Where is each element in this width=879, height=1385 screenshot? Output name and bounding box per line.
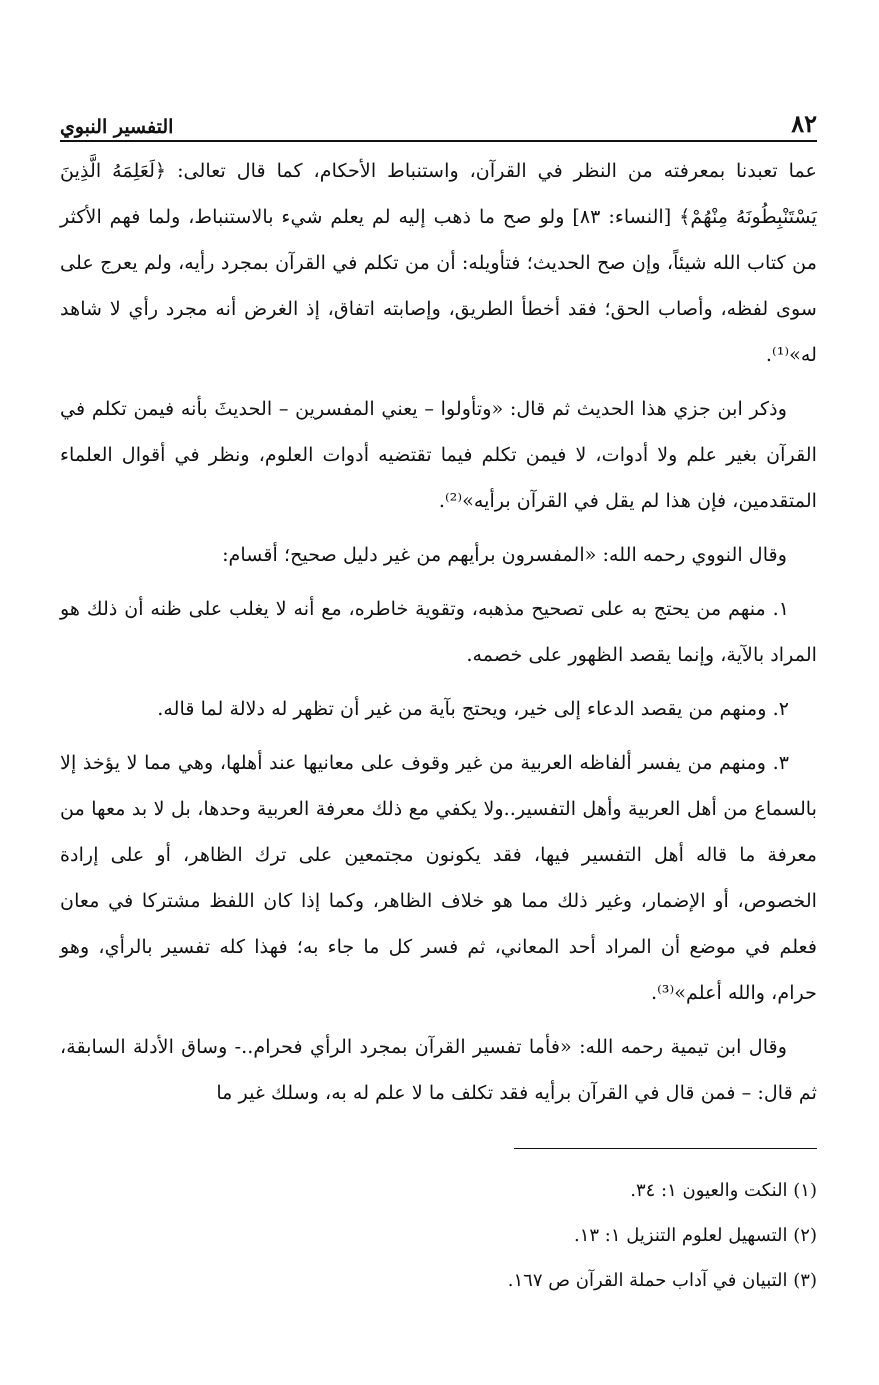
paragraph-ibn-juzay: وذكر ابن جزي هذا الحديث ثم قال: «وتأولوا – يعني المفسرين – الحديثَ بأنه فيمن تكلم في القرآن بغير علم ولا أدوات، لا فيمن تكلم فيما تقتضيه أدوات العلوم، ونظر في أقوال العلماء المتقدمين، فإن هذا لم يقل في القرآن برأيه»⁽²⁾. (60, 397, 817, 512)
footnotes (60, 1168, 817, 1303)
footnote-3: (٣) التبيان في آداب حملة القرآن ص ١٦٧. (507, 1270, 817, 1291)
list-item-1: ١. منهم من يحتج به على تصحيح مذهبه، وتقوية خاطره، مع أنه لا يغلب على ظنه أن ذلك هو المراد بالآية، وإنما يقصد الظهور على خصمه. (60, 597, 817, 666)
footnote-1: (١) النكت والعيون ١: ٣٤. (630, 1180, 817, 1201)
page-number: ٨٢ (791, 109, 817, 138)
paragraph-ibn-taymiyyah: وقال ابن تيمية رحمه الله: «فأما تفسير القرآن بمجرد الرأي فحرام..- وساق الأدلة السابقة، ثم قال: – فمن قال في القرآن برأيه فقد تكلف ما لا علم له به، وسلك غير ما (60, 1035, 817, 1104)
list-item-3: ٣. ومنهم من يفسر ألفاظه العربية من غير وقوف على معانيها عند أهلها، وهي مما لا يؤخذ إلا بالسماع من أهل العربية وأهل التفسير..ولا يكفي مع ذلك معرفة العربية وحدها، بل لا بد معها من معرفة ما قاله أهل التفسير فيها، فقد يكونون مجتمعين على ترك الظاهر، أو على إرادة الخصوص، أو الإضمار، وغير ذلك مما هو خلاف الظاهر، وكما إذا كان اللفظ مشتركا في معان فعلم في موضع أن المراد أحد المعاني، ثم فسر كل ما جاء به؛ فهذا كله تفسير بالرأي، وهو حرام، والله أعلم»⁽³⁾. (60, 751, 817, 1004)
running-title: التفسير النبوي (60, 116, 174, 138)
list-item-2: ٢. ومنهم من يقصد الدعاء إلى خير، ويحتج بآية من غير أن تظهر له دلالة لما قاله. (157, 697, 789, 720)
running-header (60, 104, 817, 142)
paragraph-nawawi-intro: وقال النووي رحمه الله: «المفسرون برأيهم من غير دليل صحيح؛ أقسام: (222, 543, 787, 566)
main-text (60, 148, 817, 1124)
footnote-divider (514, 1148, 817, 1149)
paragraph-istinbat: عما تعبدنا بمعرفته من النظر في القرآن، واستنباط الأحكام، كما قال تعالى: ﴿لَعَلِمَهُ الَّذِينَ يَسْتَنْبِطُونَهُ مِنْهُمْ﴾ [النساء: ٨٣] ولو صح ما ذهب إليه لم يعلم شيء بالاستنباط، ولما فهم الأكثر من كتاب الله شيئاً، وإن صح الحديث؛ فتأويله: أن من تكلم في القرآن بمجرد رأيه، ولم يعرج على سوى لفظه، وأصاب الحق؛ فقد أخطأ الطريق، وإصابته اتفاق، إذ الغرض أنه مجرد رأي لا شاهد له»⁽¹⁾. (60, 159, 818, 366)
footnote-2: (٢) التسهيل لعلوم التنزيل ١: ١٣. (574, 1225, 817, 1246)
